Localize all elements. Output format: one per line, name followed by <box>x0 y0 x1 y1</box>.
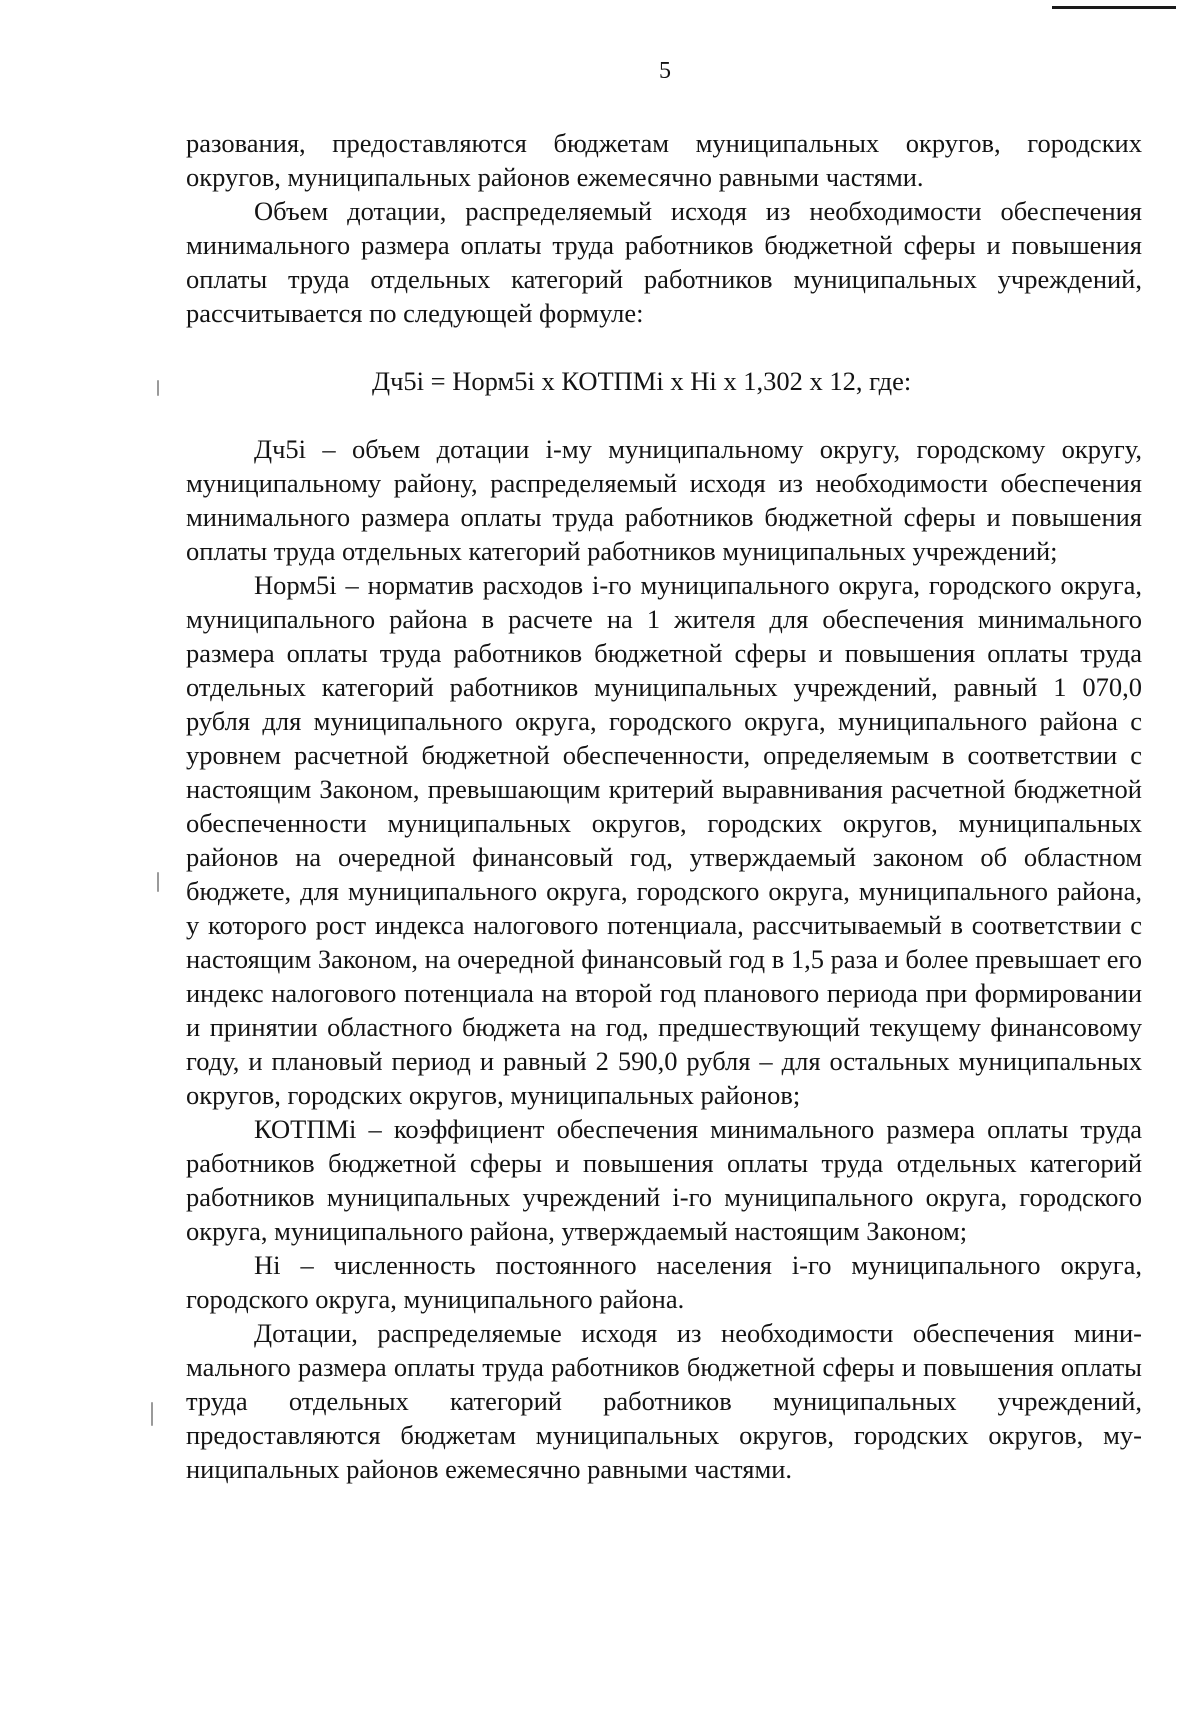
scan-speck <box>157 380 159 396</box>
header-rule <box>1052 6 1176 9</box>
scan-speck <box>151 1402 153 1426</box>
definition-ni: Нi – численность постоянного населения i-го муниципального округа, городского округа, муниципального района. <box>186 1250 1142 1314</box>
definition-dch5i: Дч5i – объем дотации i-му муниципальному округу, городскому округу, муниципальному району, распределяемый исходя из необходимости обеспечения минимального размера оплаты труда работников бюджетной сферы и повышения оплаты труда отдельных категорий работников муниципальных учреждений; <box>186 434 1142 566</box>
definition-kotpmi: КОТПМi – коэффициент обеспечения минимального размера оплаты труда работников бюджетной сферы и повышения оплаты труда отдельных категорий работников муниципальных учреждений i-го муниципального округа, городского округа, муниципального района, утверждаемый настоящим Законом; <box>186 1114 1142 1246</box>
scan-speck <box>157 872 159 892</box>
formula: Дч5i = Норм5i х КОТПМi х Нi х 1,302 х 12, где: <box>372 366 912 396</box>
paragraph-continuation: разования, предоставляются бюджетам муниципальных округов, городских округов, муниципальных районов ежемесячно равными частями. <box>186 128 1142 192</box>
page-number: 5 <box>659 58 671 84</box>
definition-norm5i: Норм5i – норматив расходов i-го муниципального округа, городского округа, муниципального района в расчете на 1 жителя для обеспечения минимального размера оплаты труда работников бюджетной сферы и повышения оплаты труда отдельных категорий работников муниципальных учреждений, равный 1 070,0 рубля для муниципального округа, городского округа, муниципального района с уровнем расчетной бюджетной обеспеченности, определяемым в соответствии с настоящим Законом, превышающим критерий выравнивания расчетной бюджетной обеспеченности муниципальных округов, городских округов, муниципальных районов на очередной финансовый год, утверждаемый законом об областном бюджете, для муниципального округа, городского округа, муниципального района, у которого рост индекса налогового потенциала, рассчитываемый в соответствии с настоящим Законом, на очередной финансовый год в 1,5 раза и более превышает его индекс налогового потенциала на второй год планового периода при формировании и принятии областного бюджета на год, предшествующий текущему финансовому году, и плановый период и равный 2 590,0 рубля – для остальных муниципальных округов, городских округов, муниципальных районов; <box>186 570 1142 1110</box>
document-body <box>186 126 1142 1486</box>
paragraph-closing: Дотации, распределяемые исходя из необходимости обеспечения минимального размера оплаты труда работников бюджетной сферы и повышения оплаты труда отдельных категорий работников муниципальных учреждений, предоставляются бюджетам муниципальных округов, городских округов, муниципальных районов ежемесячно равными частями. <box>186 1318 1142 1484</box>
paragraph-volume-intro: Объем дотации, распределяемый исходя из необходимости обеспечения минимального размера оплаты труда работников бюджетной сферы и повышения оплаты труда отдельных категорий работников муниципальных учреждений, рассчитывается по следующей формуле: <box>186 196 1142 328</box>
